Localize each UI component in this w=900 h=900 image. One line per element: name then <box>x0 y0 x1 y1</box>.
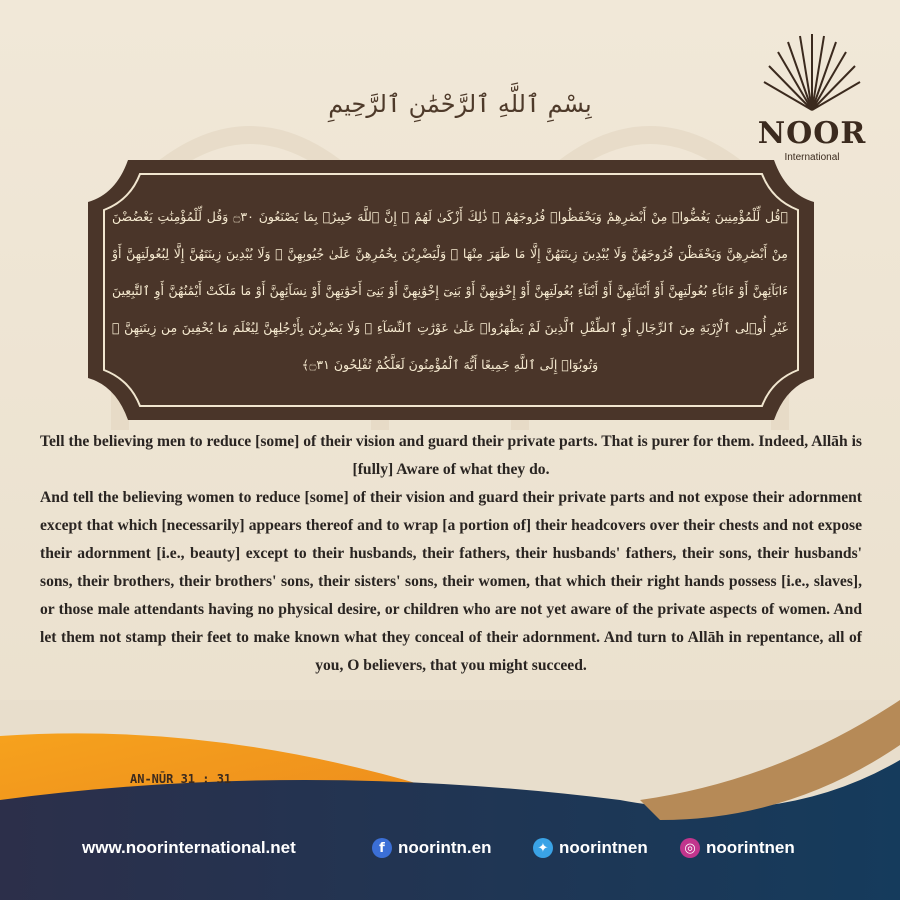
website-link[interactable]: www.noorinternational.net <box>82 838 296 857</box>
instagram-link[interactable] <box>680 838 795 858</box>
noor-logo <box>752 30 872 170</box>
sunburst-logo-icon <box>752 30 872 116</box>
footer <box>0 836 900 864</box>
twitter-icon: ✦ <box>533 838 553 858</box>
twitter-handle: noorintnen <box>559 838 648 857</box>
basmala-calligraphy: بِسْمِ ٱللَّهِ ٱلرَّحْمَٰنِ ٱلرَّحِيمِ <box>328 90 592 118</box>
twitter-link[interactable] <box>533 838 648 858</box>
brand-name: NOOR <box>757 116 867 151</box>
translation-verse-30: Tell the believing men to reduce [some] of their vision and guard their private parts. That is purer for them. Indeed, Allāh is [fully] Aware of what they do. <box>40 433 862 478</box>
facebook-icon: f <box>372 838 392 858</box>
arabic-verse: ﴿قُل لِّلْمُؤْمِنِينَ يَغُضُّوا۟ مِنْ أَبْصَٰرِهِمْ وَيَحْفَظُوا۟ فُرُوجَهُمْ ۚ ذَٰلِكَ أَزْكَىٰ لَهُمْ ۗ إِنَّ ٱللَّهَ خَبِيرٌۢ بِمَا يَصْنَعُونَ ۝٣٠ وَقُل لِّلْمُؤْمِنَٰتِ يَغْضُضْنَ مِنْ أَبْصَٰرِهِنَّ وَيَحْفَظْنَ فُرُوجَهُنَّ وَلَا يُبْدِينَ زِينَتَهُنَّ إِلَّا مَا ظَهَرَ مِنْهَا ۖ وَلْيَضْرِبْنَ بِخُمُرِهِنَّ عَلَىٰ جُيُوبِهِنَّ ۖ وَلَا يُبْدِينَ زِينَتَهُنَّ إِلَّا لِبُعُولَتِهِنَّ أَوْ ءَابَآئِهِنَّ أَوْ ءَابَآءِ بُعُولَتِهِنَّ أَوْ أَبْنَآئِهِنَّ أَوْ أَبْنَآءِ بُعُولَتِهِنَّ أَوْ إِخْوَٰنِهِنَّ أَوْ بَنِىٓ إِخْوَٰنِهِنَّ أَوْ بَنِىٓ أَخَوَٰتِهِنَّ أَوْ نِسَآئِهِنَّ أَوْ مَا مَلَكَتْ أَيْمَٰنُهُنَّ أَوِ ٱلتَّٰبِعِينَ غَيْرِ أُو۟لِى ٱلْإِرْبَةِ مِنَ ٱلرِّجَالِ أَوِ ٱلطِّفْلِ ٱلَّذِينَ لَمْ يَظْهَرُوا۟ عَلَىٰ عَوْرَٰتِ ٱلنِّسَآءِ ۖ وَلَا يَضْرِبْنَ بِأَرْجُلِهِنَّ لِيُعْلَمَ مَا يُخْفِينَ مِن زِينَتِهِنَّ ۚ وَتُوبُوٓا۟ إِلَى ٱللَّهِ جَمِيعًا أَيُّهَ ٱلْمُؤْمِنُونَ لَعَلَّكُمْ تُفْلِحُونَ ۝٣١﴾ <box>112 209 789 372</box>
facebook-link[interactable] <box>372 838 491 858</box>
translation-verse-31: And tell the believing women to reduce [some] of their vision and guard their private parts and not expose their adornment except that which [necessarily] appears thereof and to wrap [a portion of] their headcovers over their chests and not expose their adornment [i.e., beauty] except to their husbands, their fathers, their husbands' fathers, their sons, their husbands' sons, their brothers, their brothers' sons, their sisters' sons, their women, that which their right hands possess [i.e., slaves], or those male attendants having no physical desire, or children who are not yet aware of the private aspects of women. And let them not stamp their feet to make known what they conceal of their adornment. And turn to Allāh in repentance, all of you, O believers, that you might succeed. <box>40 489 862 674</box>
instagram-icon: ◎ <box>680 838 700 858</box>
translation-text <box>40 428 862 680</box>
instagram-handle: noorintnen <box>706 838 795 857</box>
facebook-handle: noorintn.en <box>398 838 492 857</box>
brand-subtitle: International <box>784 152 840 163</box>
verse-reference: AN-NŪR 31 : 31 <box>130 772 232 786</box>
